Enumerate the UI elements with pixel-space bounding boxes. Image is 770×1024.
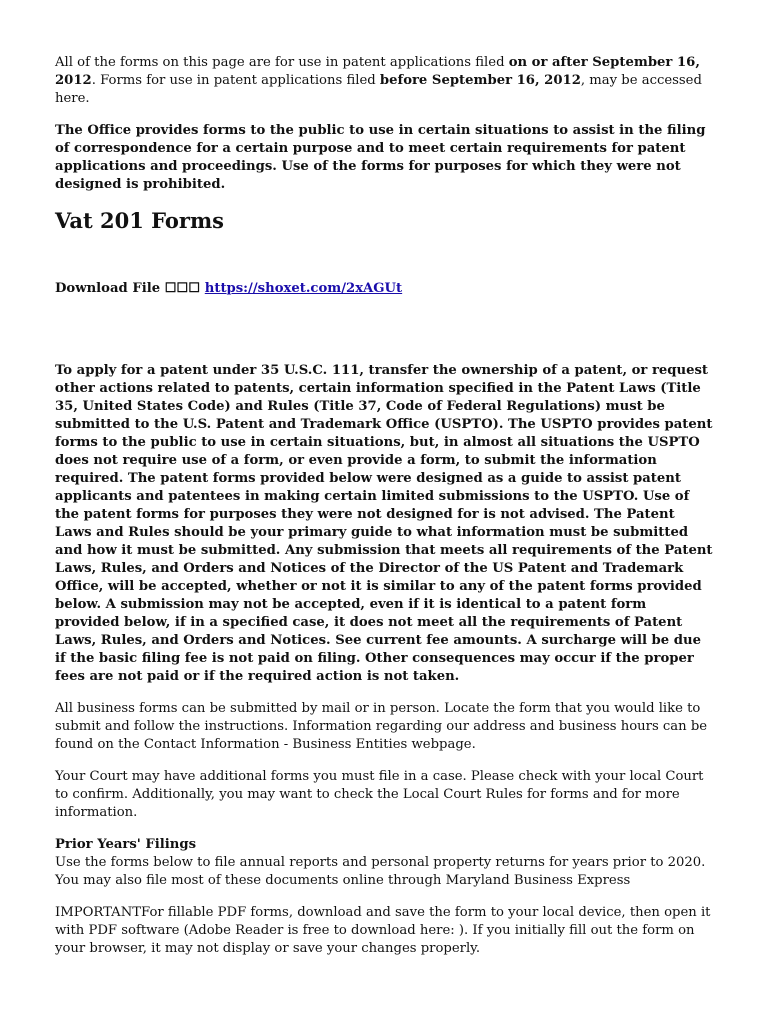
intro-text-3: , may be accessed here. [55, 73, 702, 106]
download-label: Download File [55, 281, 161, 296]
download-line [55, 280, 715, 298]
prior-years-paragraph: Use the forms below to file annual reports and personal property returns for years prior to 2020. You may also file most of these documents online through Maryland Business Express [55, 855, 706, 888]
intro-bold-date-1: on or after September 16, 2012 [55, 55, 700, 88]
office-notice-paragraph: The Office provides forms to the public to use in certain situations to assist in the filing of correspondence for a certain purpose and to meet certain requirements for patent applications and proceedings. Use of the forms for purposes for which they were not designed is prohibited. [55, 123, 706, 192]
patent-apply-paragraph: To apply for a patent under 35 U.S.C. 111, transfer the ownership of a patent, or request other actions related to patents, certain information specified in the Patent Laws (Title 35, United States Code) and Rules (Title 37, Code of Federal Regulations) must be submitted to the U.S. Patent and Trademark Office (USPTO). The USPTO provides patent forms to the public to use in certain situations, but, in almost all situations the USPTO does not require use of a form, or even provide a form, to submit the information required. The patent forms provided below were designed as a guide to assist patent applicants and patentees in making certain limited submissions to the USPTO. Use of the patent forms for purposes they were not designed for is not advised. The Patent Laws and Rules should be your primary guide to what information must be submitted and how it must be submitted. Any submission that meets all requirements of the Patent Laws, Rules, and Orders and Notices of the Director of the US Patent and Trademark Office, will be accepted, whether or not it is similar to any of the patent forms provided below. A submission may not be accepted, even if it is identical to a patent form provided below, if in a specified case, it does not meet all the requirements of Patent Laws, Rules, and Orders and Notices. See current fee amounts. A surcharge will be due if the basic filing fee is not paid on filing. Other consequences may occur if the proper fees are not paid or if the required action is not taken. [55, 363, 713, 684]
prior-years-heading: Prior Years' Filings [55, 837, 197, 852]
business-forms-paragraph: All business forms can be submitted by mail or in person. Locate the form that you would like to submit and follow the instructions. Information regarding our address and business hours can be found on the Contact Information - Business Entities webpage. [55, 701, 708, 752]
document-page [55, 54, 715, 958]
important-paragraph: IMPORTANTFor fillable PDF forms, download and save the form to your local device, then open it with PDF software (Adobe Reader is free to download here: ). If you initially fill out the form on your browser, it may not display or save your changes properly. [55, 905, 711, 956]
page-title: Vat 201 Forms [55, 208, 225, 233]
intro-paragraph [55, 54, 715, 108]
court-forms-paragraph: Your Court may have additional forms you must file in a case. Please check with your local Court to confirm. Additionally, you may want to check the Local Court Rules for forms and for more information. [55, 769, 704, 820]
intro-text-1: All of the forms on this page are for use in patent applications filed [55, 55, 509, 70]
download-link[interactable]: https://shoxet.com/2xAGUt [204, 281, 403, 296]
intro-text-2: . Forms for use in patent applications filed [91, 73, 380, 88]
placeholder-glyphs-icon: ☐☐☐ [164, 281, 201, 296]
intro-bold-date-2: before September 16, 2012 [379, 73, 581, 88]
